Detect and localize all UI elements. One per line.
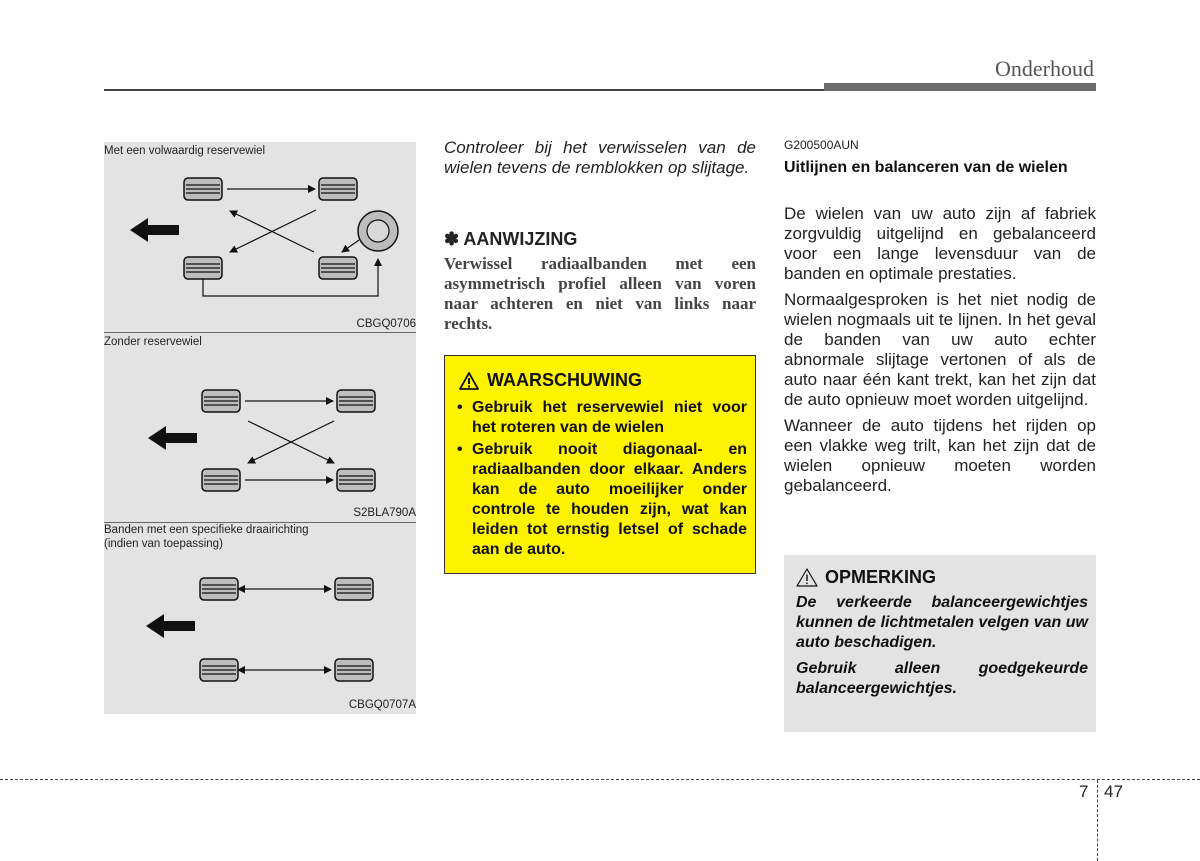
footer-rule bbox=[0, 779, 1200, 780]
tire-icon bbox=[337, 390, 375, 412]
header-bar bbox=[824, 83, 1096, 91]
caution-triangle-icon bbox=[796, 568, 818, 587]
paragraph: De wielen van uw auto zijn af fabriek zorgvuldig uitgelijnd en gebalanceerd voor een lange levensduur van de banden en optimale prestaties. bbox=[784, 204, 1096, 283]
rotation-intro-text: Controleer bij het verwisselen van de wielen tevens de remblokken op slijtage. bbox=[444, 138, 756, 177]
tire-icon bbox=[202, 390, 240, 412]
rotation-diagram-full-spare bbox=[104, 142, 416, 332]
front-direction-arrow-icon bbox=[148, 426, 197, 450]
paragraph: De verkeerde balanceergewichtjes kunnen de lichtmetalen velgen van uw auto beschadigen. bbox=[796, 594, 1088, 651]
figure-caption: Banden met een specifieke draairichting (indien van toepassing) bbox=[104, 524, 309, 551]
figure-full-spare bbox=[104, 142, 416, 332]
tire-icon bbox=[184, 257, 222, 279]
tire-icon bbox=[184, 178, 222, 200]
figure-code: CBGQ0707A bbox=[348, 699, 416, 711]
note-title: ✽ AANWIJZING bbox=[444, 229, 578, 249]
page-number: 47 bbox=[1104, 782, 1123, 801]
figure-code: S2BLA790A bbox=[353, 507, 416, 519]
page-chapter-number: 7 bbox=[1079, 782, 1089, 801]
tire-icon bbox=[335, 659, 373, 681]
warning-title: WAARSCHUWING bbox=[459, 370, 642, 391]
section-heading: Uitlijnen en balanceren van de wielen bbox=[784, 159, 1068, 176]
list-item: • Gebruik nooit diagonaal- en radiaalbanden door elkaar. Anders kan de auto moeilijker onder controle te houden zijn, wat kan leiden tot ernstig letsel of schade aan de auto. bbox=[457, 441, 747, 558]
tire-icon bbox=[200, 659, 238, 681]
rotation-diagram-directional bbox=[104, 523, 416, 714]
page-header-title: Onderhoud bbox=[995, 56, 1094, 81]
warning-triangle-icon bbox=[459, 372, 479, 390]
footer-separator bbox=[1097, 780, 1098, 861]
front-direction-arrow-icon bbox=[146, 614, 195, 638]
paragraph: Gebruik alleen goedgekeurde balanceergewichtjes. bbox=[796, 660, 1088, 697]
front-direction-arrow-icon bbox=[130, 218, 179, 242]
list-item: • Gebruik het reservewiel niet voor het roteren van de wielen bbox=[457, 399, 747, 436]
figure-directional-tires bbox=[104, 523, 416, 714]
tire-icon bbox=[319, 257, 357, 279]
tire-icon bbox=[335, 578, 373, 600]
note-body: Verwissel radiaalbanden met een asymmetrisch profiel alleen van voren naar achteren en niet van links naar rechts. bbox=[444, 254, 756, 333]
figure-caption: Zonder reservewiel bbox=[104, 336, 202, 348]
remark-body bbox=[796, 593, 1088, 705]
rotation-diagram-no-spare bbox=[104, 333, 416, 522]
warning-box bbox=[444, 355, 756, 574]
tire-icon bbox=[319, 178, 357, 200]
section-code: G200500AUN bbox=[784, 138, 859, 152]
tire-icon bbox=[200, 578, 238, 600]
paragraph: Normaalgesproken is het niet nodig de wielen nogmaals uit te lijnen. In het geval de banden van uw auto echter abnormale slijtage vertonen of als de auto naar één kant trekt, kan het zijn dat de auto opnieuw moet worden uitgelijnd. bbox=[784, 290, 1096, 409]
remark-box bbox=[784, 555, 1096, 732]
figure-no-spare bbox=[104, 333, 416, 522]
tire-icon bbox=[202, 469, 240, 491]
figure-caption: Met een volwaardig reservewiel bbox=[104, 145, 266, 157]
tire-icon bbox=[337, 469, 375, 491]
section-body bbox=[784, 204, 1096, 502]
paragraph: Wanneer de auto tijdens het rijden op een vlakke weg trilt, kan het zijn dat de wielen opnieuw moeten worden gebalanceerd. bbox=[784, 416, 1096, 495]
remark-title: OPMERKING bbox=[796, 567, 936, 588]
figure-code: CBGQ0706 bbox=[356, 318, 416, 330]
warning-list bbox=[457, 398, 747, 562]
